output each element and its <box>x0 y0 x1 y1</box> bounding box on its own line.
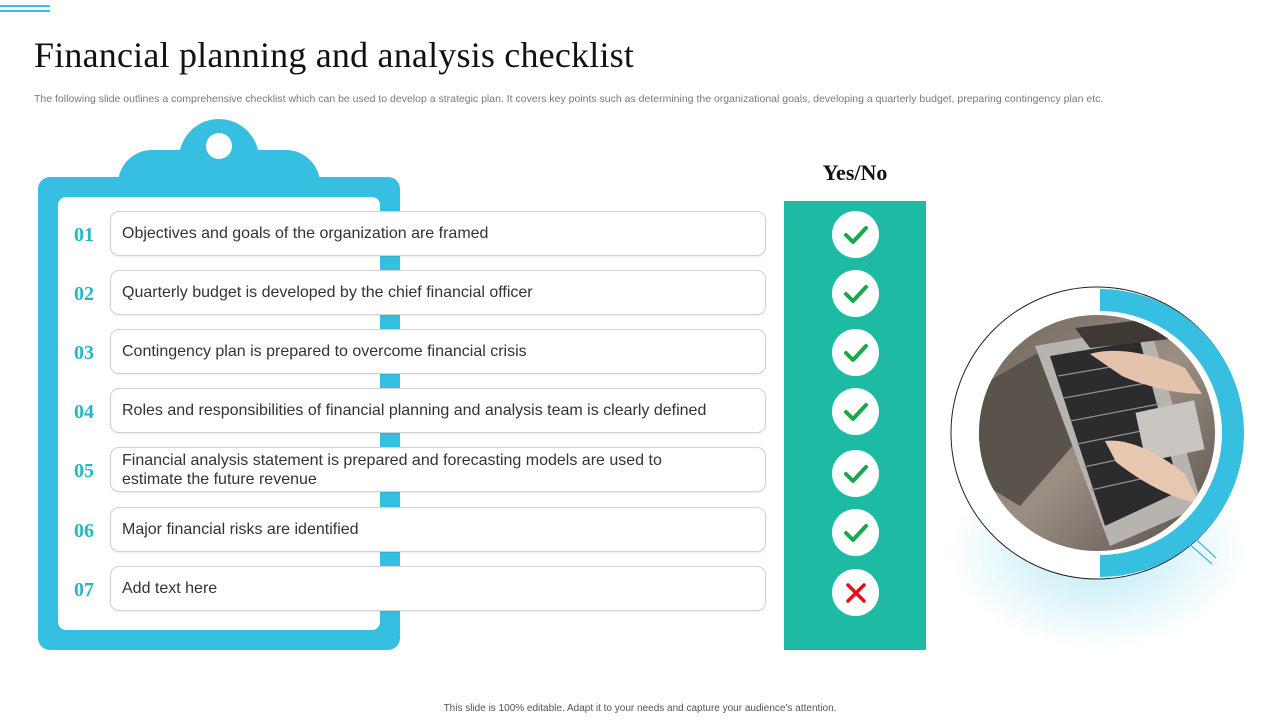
item-number: 07 <box>74 579 94 601</box>
checklist-item <box>110 329 766 374</box>
item-number: 02 <box>74 283 94 305</box>
checklist-item <box>110 270 766 315</box>
item-number: 05 <box>74 460 94 482</box>
item-number: 04 <box>74 401 94 423</box>
checklist-item <box>110 507 766 552</box>
item-number: 06 <box>74 520 94 542</box>
check-icon <box>832 450 879 497</box>
laptop-typing-image <box>940 276 1260 596</box>
accent-lines <box>0 5 50 15</box>
item-text: Contingency plan is prepared to overcome financial crisis <box>122 343 527 360</box>
item-text: Major financial risks are identified <box>122 521 359 538</box>
check-icon <box>832 329 879 376</box>
check-icon <box>832 388 879 435</box>
page-subtitle: The following slide outlines a comprehensive checklist which can be used to develop a strategic plan. It covers key points such as determining the organizational goals, developing a quarterly budget, preparing contingency plan etc. <box>34 93 1104 105</box>
page-title: Financial planning and analysis checklist <box>34 35 635 75</box>
footer-note: This slide is 100% editable. Adapt it to your needs and capture your audience’s attention. <box>443 703 837 714</box>
checklist-item <box>110 447 766 492</box>
checklist-item <box>110 566 766 611</box>
item-text: Add text here <box>122 580 218 597</box>
item-text: Quarterly budget is developed by the chief financial officer <box>122 284 533 301</box>
checklist-item <box>110 211 766 256</box>
item-text: Objectives and goals of the organization are framed <box>122 225 489 242</box>
check-icon <box>832 509 879 556</box>
item-text: Financial analysis statement is prepared and forecasting models are used to estimate the future revenue <box>122 451 662 488</box>
item-text: Roles and responsibilities of financial planning and analysis team is clearly defined <box>122 402 707 419</box>
cross-icon <box>832 569 879 616</box>
yes-no-header: Yes/No <box>822 160 888 185</box>
check-icon <box>832 211 879 258</box>
check-icon <box>832 270 879 317</box>
clipboard-clip-hole <box>206 133 232 159</box>
checklist-item <box>110 388 766 433</box>
item-number: 03 <box>74 342 94 364</box>
item-number: 01 <box>74 224 94 246</box>
